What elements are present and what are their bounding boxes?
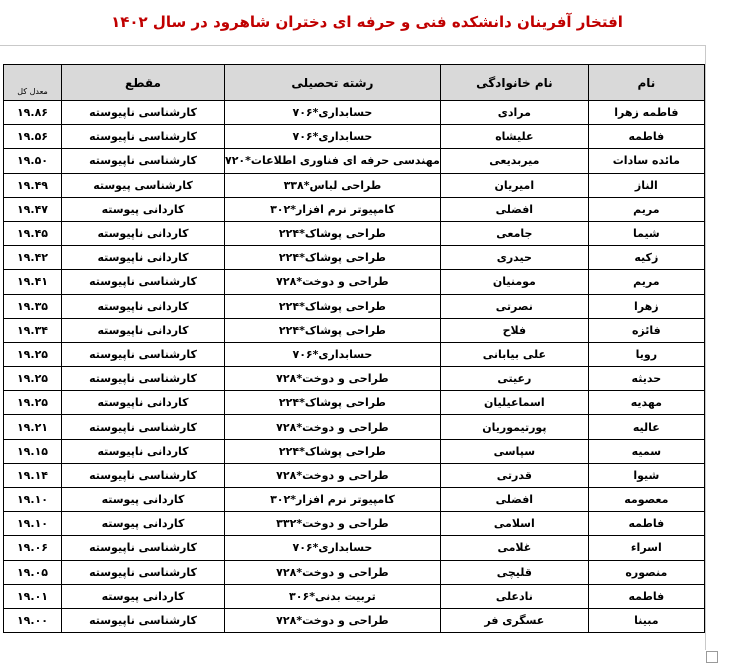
table-row: [4, 294, 705, 318]
student-field-cell: طراحی پوشاک*۲۲۴: [225, 318, 441, 342]
table-row: [4, 101, 705, 125]
student-average-cell: ۱۹.۳۴: [4, 318, 62, 342]
honor-table: [3, 64, 705, 633]
header-name: نام: [588, 65, 704, 101]
student-family-cell: فلاح: [440, 318, 588, 342]
student-field-cell: طراحی و دوخت*۳۳۲: [225, 512, 441, 536]
student-field-cell: حسابداری*۷۰۶: [225, 125, 441, 149]
student-level-cell: کاردانی پیوسته: [62, 488, 225, 512]
student-name-cell: فاطمه: [588, 584, 704, 608]
student-family-cell: امیریان: [440, 173, 588, 197]
student-name-cell: حدیثه: [588, 367, 704, 391]
table-row: [4, 318, 705, 342]
table-row: [4, 342, 705, 366]
table-row: [4, 584, 705, 608]
student-family-cell: علیشاه: [440, 125, 588, 149]
student-level-cell: کارشناسی ناپیوسته: [62, 367, 225, 391]
student-field-cell: تربیت بدنی*۳۰۶: [225, 584, 441, 608]
student-average-cell: ۱۹.۵۰: [4, 149, 62, 173]
student-field-cell: طراحی و دوخت*۷۲۸: [225, 415, 441, 439]
student-family-cell: غلامی: [440, 536, 588, 560]
student-family-cell: قدرتی: [440, 463, 588, 487]
student-average-cell: ۱۹.۲۱: [4, 415, 62, 439]
header-level: مقطع: [62, 65, 225, 101]
student-name-cell: سمیه: [588, 439, 704, 463]
student-average-cell: ۱۹.۴۹: [4, 173, 62, 197]
student-field-cell: طراحی و دوخت*۷۲۸: [225, 560, 441, 584]
table-row: [4, 536, 705, 560]
table-row: [4, 270, 705, 294]
table-row: [4, 197, 705, 221]
student-name-cell: اسراء: [588, 536, 704, 560]
student-level-cell: کارشناسی ناپیوسته: [62, 536, 225, 560]
table-body: [4, 101, 705, 633]
student-field-cell: حسابداری*۷۰۶: [225, 342, 441, 366]
student-family-cell: سپاسی: [440, 439, 588, 463]
student-level-cell: کارشناسی ناپیوسته: [62, 125, 225, 149]
student-name-cell: معصومه: [588, 488, 704, 512]
student-name-cell: عالیه: [588, 415, 704, 439]
student-name-cell: زهرا: [588, 294, 704, 318]
student-family-cell: جامعی: [440, 221, 588, 245]
student-average-cell: ۱۹.۵۶: [4, 125, 62, 149]
student-field-cell: کامپیوتر نرم افزار*۳۰۲: [225, 197, 441, 221]
table-row: [4, 415, 705, 439]
student-family-cell: افضلی: [440, 197, 588, 221]
student-average-cell: ۱۹.۰۵: [4, 560, 62, 584]
page-title: افتخار آفرینان دانشکده فنی و حرفه ای دختران شاهرود در سال ۱۴۰۲: [111, 13, 623, 31]
student-field-cell: طراحی پوشاک*۲۲۴: [225, 439, 441, 463]
student-level-cell: کاردانی پیوسته: [62, 197, 225, 221]
table-row: [4, 173, 705, 197]
student-level-cell: کارشناسی پیوسته: [62, 173, 225, 197]
student-name-cell: فاطمه: [588, 125, 704, 149]
student-field-cell: کامپیوتر نرم افزار*۳۰۲: [225, 488, 441, 512]
student-level-cell: کاردانی ناپیوسته: [62, 294, 225, 318]
student-family-cell: اسماعیلیان: [440, 391, 588, 415]
student-name-cell: فاطمه زهرا: [588, 101, 704, 125]
student-average-cell: ۱۹.۴۵: [4, 221, 62, 245]
header-family: نام خانوادگی: [440, 65, 588, 101]
table-row: [4, 246, 705, 270]
student-name-cell: مریم: [588, 197, 704, 221]
student-family-cell: مومنیان: [440, 270, 588, 294]
student-field-cell: طراحی لباس*۳۳۸: [225, 173, 441, 197]
table-row: [4, 367, 705, 391]
student-average-cell: ۱۹.۱۰: [4, 512, 62, 536]
student-level-cell: کاردانی ناپیوسته: [62, 318, 225, 342]
sheet-grid-line: [0, 45, 705, 46]
student-level-cell: کارشناسی ناپیوسته: [62, 608, 225, 632]
student-field-cell: مهندسی حرفه ای فناوری اطلاعات*۷۲۰: [225, 149, 441, 173]
table-row: [4, 608, 705, 632]
student-family-cell: نصرتی: [440, 294, 588, 318]
student-name-cell: مائده سادات: [588, 149, 704, 173]
table-row: [4, 463, 705, 487]
student-family-cell: میربدیعی: [440, 149, 588, 173]
student-average-cell: ۱۹.۰۱: [4, 584, 62, 608]
student-name-cell: فاطمه: [588, 512, 704, 536]
sheet-corner-box: [706, 651, 718, 663]
student-average-cell: ۱۹.۳۵: [4, 294, 62, 318]
student-name-cell: منصوره: [588, 560, 704, 584]
student-family-cell: رعیتی: [440, 367, 588, 391]
student-family-cell: علی بیابانی: [440, 342, 588, 366]
student-average-cell: ۱۹.۲۵: [4, 391, 62, 415]
student-level-cell: کارشناسی ناپیوسته: [62, 149, 225, 173]
student-family-cell: عسگری فر: [440, 608, 588, 632]
sheet-grid-column-line: [705, 45, 706, 650]
student-level-cell: کاردانی ناپیوسته: [62, 221, 225, 245]
student-family-cell: نادعلی: [440, 584, 588, 608]
student-average-cell: ۱۹.۱۰: [4, 488, 62, 512]
student-average-cell: ۱۹.۱۴: [4, 463, 62, 487]
student-average-cell: ۱۹.۸۶: [4, 101, 62, 125]
student-name-cell: شیما: [588, 221, 704, 245]
student-name-cell: مبینا: [588, 608, 704, 632]
student-family-cell: اسلامی: [440, 512, 588, 536]
student-family-cell: قلیچی: [440, 560, 588, 584]
table-row: [4, 560, 705, 584]
student-average-cell: ۱۹.۲۵: [4, 342, 62, 366]
student-average-cell: ۱۹.۴۲: [4, 246, 62, 270]
student-level-cell: کاردانی پیوسته: [62, 512, 225, 536]
student-level-cell: کارشناسی ناپیوسته: [62, 101, 225, 125]
table-row: [4, 149, 705, 173]
student-level-cell: کاردانی ناپیوسته: [62, 246, 225, 270]
table-row: [4, 439, 705, 463]
student-average-cell: ۱۹.۲۵: [4, 367, 62, 391]
student-level-cell: کارشناسی ناپیوسته: [62, 415, 225, 439]
student-level-cell: کارشناسی ناپیوسته: [62, 342, 225, 366]
student-level-cell: کارشناسی ناپیوسته: [62, 270, 225, 294]
table-row: [4, 221, 705, 245]
student-level-cell: کارشناسی ناپیوسته: [62, 463, 225, 487]
student-field-cell: طراحی و دوخت*۷۲۸: [225, 608, 441, 632]
header-field: رشته تحصیلی: [225, 65, 441, 101]
student-field-cell: طراحی و دوخت*۷۲۸: [225, 367, 441, 391]
student-family-cell: مرادی: [440, 101, 588, 125]
table-row: [4, 512, 705, 536]
table-row: [4, 391, 705, 415]
student-field-cell: حسابداری*۷۰۶: [225, 101, 441, 125]
student-name-cell: مریم: [588, 270, 704, 294]
student-level-cell: کاردانی ناپیوسته: [62, 439, 225, 463]
student-average-cell: ۱۹.۰۶: [4, 536, 62, 560]
student-name-cell: الناز: [588, 173, 704, 197]
student-level-cell: کارشناسی ناپیوسته: [62, 560, 225, 584]
student-average-cell: ۱۹.۴۱: [4, 270, 62, 294]
table-header-row: [4, 65, 705, 101]
student-name-cell: فائزه: [588, 318, 704, 342]
student-field-cell: حسابداری*۷۰۶: [225, 536, 441, 560]
student-field-cell: طراحی و دوخت*۷۲۸: [225, 463, 441, 487]
student-name-cell: رویا: [588, 342, 704, 366]
student-family-cell: حیدری: [440, 246, 588, 270]
table-row: [4, 125, 705, 149]
student-average-cell: ۱۹.۱۵: [4, 439, 62, 463]
student-name-cell: شیوا: [588, 463, 704, 487]
header-average: معدل کل: [4, 65, 62, 101]
student-field-cell: طراحی پوشاک*۲۲۴: [225, 391, 441, 415]
student-average-cell: ۱۹.۰۰: [4, 608, 62, 632]
student-name-cell: مهدیه: [588, 391, 704, 415]
student-field-cell: طراحی و دوخت*۷۲۸: [225, 270, 441, 294]
student-name-cell: زکیه: [588, 246, 704, 270]
student-field-cell: طراحی پوشاک*۲۲۴: [225, 294, 441, 318]
student-family-cell: افضلی: [440, 488, 588, 512]
student-family-cell: پورتیموریان: [440, 415, 588, 439]
student-level-cell: کاردانی پیوسته: [62, 584, 225, 608]
student-field-cell: طراحی پوشاک*۲۲۴: [225, 246, 441, 270]
table-row: [4, 488, 705, 512]
student-level-cell: کاردانی ناپیوسته: [62, 391, 225, 415]
student-average-cell: ۱۹.۴۷: [4, 197, 62, 221]
student-field-cell: طراحی پوشاک*۲۲۴: [225, 221, 441, 245]
